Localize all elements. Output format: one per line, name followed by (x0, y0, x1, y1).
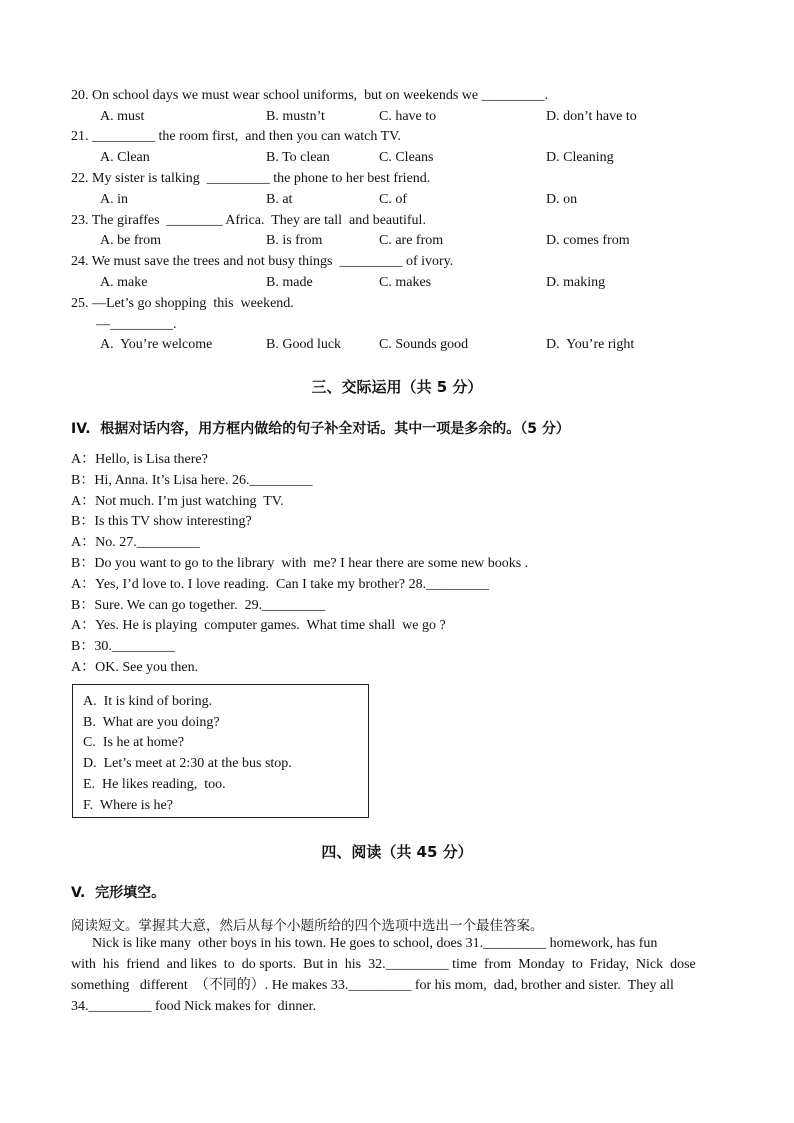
option-a: A. Clean (100, 150, 150, 165)
option-b: B. at (266, 192, 293, 207)
passage-line: something different （不同的）. He makes 33._________ for his mom, dad, brother and sister. They all (71, 978, 674, 993)
question-stem: 20. On school days we must wear school uniforms, but on weekends we _________. (71, 88, 549, 103)
section-title-reading: 四、阅读（共 45 分） (321, 843, 473, 861)
passage-line: Nick is like many other boys in his town. He goes to school, does 31._________ homework, has fun (71, 936, 658, 951)
dialogue-line: A：Yes, I’d love to. I love reading. Can I take my brother? 28._________ (71, 577, 490, 592)
option-d: D. comes from (546, 233, 630, 248)
option-c: C. Cleans (379, 150, 434, 165)
dialogue-line: A：Hello, is Lisa there? (71, 452, 208, 467)
option-d: D. Cleaning (546, 150, 614, 165)
dialogue-line: B：30._________ (71, 639, 175, 654)
option-c: C. makes (379, 275, 432, 290)
choice-item: D. Let’s meet at 2:30 at the bus stop. (83, 756, 292, 771)
option-d: D. on (546, 192, 578, 207)
option-b: B. mustn’t (266, 109, 325, 124)
dialogue-line: A：No. 27._________ (71, 535, 200, 550)
option-d: D. don’t have to (546, 109, 637, 124)
dialogue-line: B：Do you want to go to the library with me? I hear there are some new books . (71, 556, 529, 571)
question-stem: 24. We must save the trees and not busy things _________ of ivory. (71, 254, 454, 269)
part-iv-heading: IV. 根据对话内容，用方框内做给的句子补全对话。其中一项是多余的。（5 分） (71, 421, 570, 437)
question-stem: 21. _________ the room first, and then you can watch TV. (71, 129, 401, 144)
option-b: B. made (266, 275, 313, 290)
dialogue-line: A：Yes. He is playing computer games. What time shall we go ? (71, 618, 446, 633)
answer-blank-line: —_________. (96, 317, 177, 332)
option-a: A. You’re welcome (100, 337, 213, 352)
part-v-instruction: 阅读短文。掌握其大意，然后从每个小题所给的四个选项中选出一个最佳答案。 (71, 918, 544, 934)
option-c: C. Sounds good (379, 337, 469, 352)
question-stem: 25. —Let’s go shopping this weekend. (71, 296, 294, 311)
option-a: A. be from (100, 233, 162, 248)
part-v-heading: V. 完形填空。 (71, 885, 166, 901)
option-b: B. is from (266, 233, 323, 248)
choice-item: A. It is kind of boring. (83, 694, 213, 709)
dialogue-line: B：Is this TV show interesting? (71, 514, 252, 529)
choice-item: C. Is he at home? (83, 735, 185, 750)
choice-item: E. He likes reading, too. (83, 777, 226, 792)
passage-line: with his friend and likes to do sports. But in his 32._________ time from Monday to Friday, Nick dose (71, 957, 696, 972)
choice-item: B. What are you doing? (83, 715, 220, 730)
choice-box (72, 684, 369, 818)
option-c: C. are from (379, 233, 444, 248)
option-d: D. You’re right (546, 337, 635, 352)
option-a: A. make (100, 275, 148, 290)
choice-item: F. Where is he? (83, 798, 173, 813)
option-b: B. Good luck (266, 337, 342, 352)
dialogue-line: B：Hi, Anna. It’s Lisa here. 26._________ (71, 473, 313, 488)
dialogue-line: A：OK. See you then. (71, 660, 199, 675)
option-d: D. making (546, 275, 606, 290)
option-c: C. have to (379, 109, 437, 124)
section-title-communication: 三、交际运用（共 5 分） (311, 378, 483, 396)
option-a: A. must (100, 109, 145, 124)
dialogue-line: A：Not much. I’m just watching TV. (71, 494, 284, 509)
option-a: A. in (100, 192, 128, 207)
option-c: C. of (379, 192, 407, 207)
option-b: B. To clean (266, 150, 330, 165)
question-stem: 22. My sister is talking _________ the phone to her best friend. (71, 171, 431, 186)
passage-line: 34._________ food Nick makes for dinner. (71, 999, 316, 1014)
question-stem: 23. The giraffes ________ Africa. They are tall and beautiful. (71, 213, 426, 228)
dialogue-line: B：Sure. We can go together. 29._________ (71, 598, 326, 613)
